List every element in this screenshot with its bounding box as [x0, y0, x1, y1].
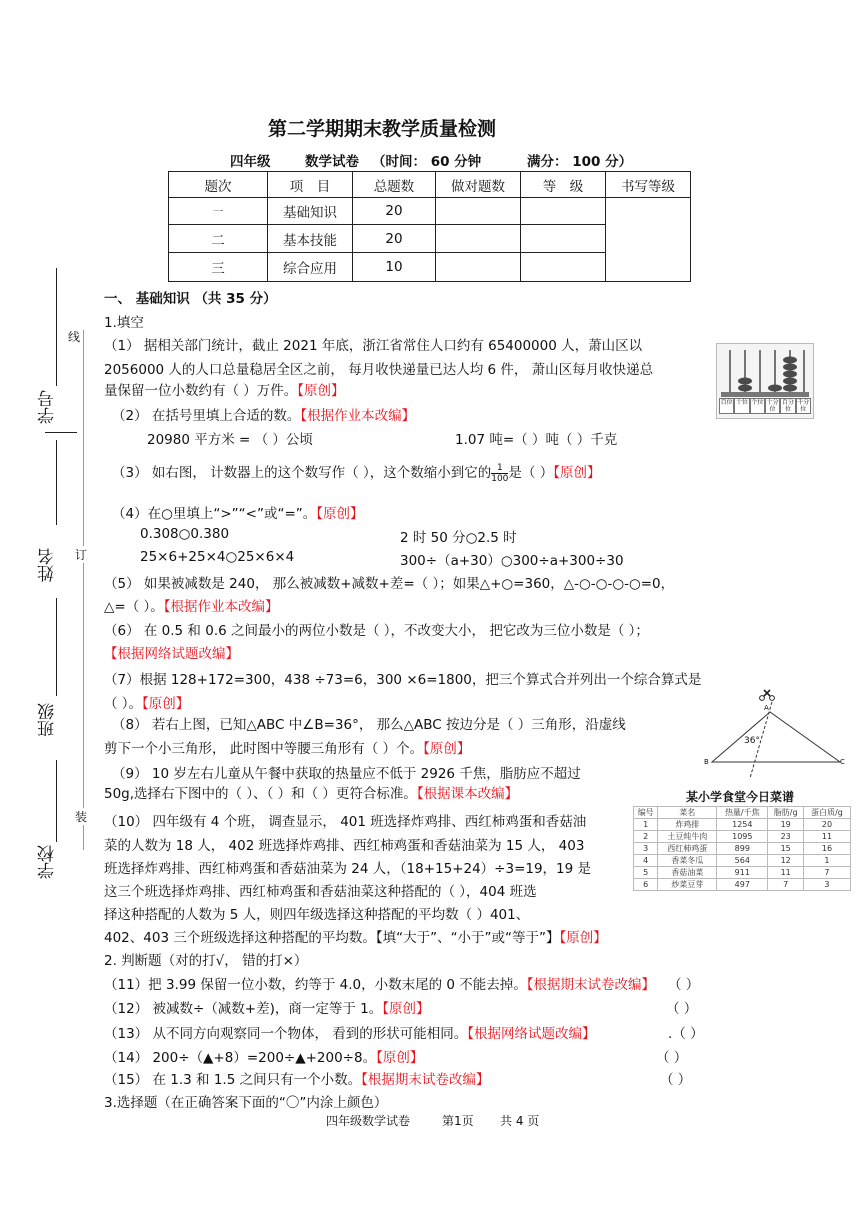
menu-cell: 899: [717, 843, 768, 855]
menu-cell: 土豆炖牛肉: [658, 831, 717, 843]
question-text: 量保留一位小数约有（ ）万件。: [104, 383, 298, 399]
answer-blank[interactable]: （ ）: [656, 1050, 688, 1066]
angle-label: 36°: [744, 736, 760, 746]
question-text: 50g,选择右下图中的（ ）、（ ）和（ ）更符合标准。: [104, 786, 417, 802]
score-table: [168, 171, 691, 282]
question-line: [104, 1022, 596, 1042]
table-cell: 一: [169, 198, 268, 225]
question-text: 25×6+25×4○25×6×4: [140, 549, 295, 565]
source-tag: 【原创】: [316, 506, 364, 522]
menu-cell: 15: [768, 843, 804, 855]
source-tag: 【根据课本改编】: [416, 786, 519, 802]
abacus-label: 十位: [734, 398, 749, 414]
class-label: 班级: [38, 703, 58, 737]
menu-cell: 3: [803, 879, 850, 891]
menu-table: [633, 806, 853, 894]
menu-cell: 4: [634, 855, 658, 867]
answer-blank[interactable]: （ ）: [666, 1001, 698, 1017]
source-tag: 【根据期末试卷改编】: [526, 977, 656, 993]
question-text: （5） 如果被减数是 240， 那么被减数+减数+差=（ ）；如果△+○=360，△-○-○-○-○=0，: [104, 576, 675, 592]
cut-line: [83, 330, 84, 850]
question-text: 2 时 50 分○2.5 时: [400, 530, 517, 546]
full-score-label: 满分： 100 分）: [527, 154, 633, 170]
question-text: （6） 在 0.5 和 0.6 之间最小的两位小数是（ ），不改变大小， 把它改为三位小数是（ ）；: [104, 623, 649, 639]
menu-cell: 西红柿鸡蛋: [658, 843, 717, 855]
question-text: （11）把 3.99 保留一位小数，约等于 4.0，小数末尾的 0 不能去掉。: [104, 977, 527, 993]
menu-header: 菜名: [658, 807, 717, 819]
menu-header: 蛋白质/g: [803, 807, 850, 819]
vertex-label-c: C: [840, 758, 845, 766]
question-text: （1） 据相关部门统计，截止 2021 年底，浙江省常住人口约有 65400000 人，萧山区以: [104, 338, 643, 354]
question-line: [104, 973, 655, 993]
vertex-label-a: A: [764, 704, 769, 712]
question-text: （3） 如右图， 计数器上的这个数写作（ ），这个数缩小到它的: [112, 465, 492, 481]
question-title: 1.填空: [104, 315, 144, 331]
source-tag: 【根据期末试卷改编】: [361, 1072, 490, 1088]
triangle-image: [690, 686, 848, 778]
question-line: [104, 926, 607, 946]
cut-mark: 线: [68, 330, 81, 344]
question-title: 3.选择题（在正确答案下面的“〇”内涂上颜色）: [104, 1095, 388, 1111]
menu-title: 某小学食堂今日菜谱: [686, 790, 795, 804]
binding-line: [56, 268, 57, 386]
question-line: [112, 502, 364, 522]
menu-cell: 1254: [717, 819, 768, 831]
school-label: 学校: [38, 845, 58, 879]
question-line: [104, 595, 279, 615]
question-text: （14） 200÷（▲+8）=200÷▲+200÷8。: [104, 1050, 377, 1066]
question-text: （13） 从不同方向观察同一个物体， 看到的形状可能相同。: [104, 1026, 468, 1042]
table-cell: 10: [353, 253, 436, 282]
menu-cell: 11: [803, 831, 850, 843]
binding-line: [56, 598, 57, 696]
table-cell: 基础知识: [268, 198, 353, 225]
table-header: 做对题数: [436, 172, 521, 198]
menu-header: 编号: [634, 807, 658, 819]
footer-subject: 四年级数学试卷: [326, 1114, 411, 1128]
menu-cell: 564: [717, 855, 768, 867]
table-header: 书写等级: [606, 172, 691, 198]
time-label: （时间： 60 分钟: [372, 154, 482, 170]
section-heading: 一、 基础知识 （共 35 分）: [104, 291, 277, 307]
cut-mark: 装: [75, 810, 88, 824]
menu-cell: 香菜冬瓜: [658, 855, 717, 867]
source-tag: 【原创】: [423, 741, 471, 757]
question-text: 1.07 吨=（ ）吨（ ）千克: [455, 432, 618, 448]
source-tag: 【根据网络试题改编】: [467, 1026, 596, 1042]
menu-cell: 16: [803, 843, 850, 855]
source-tag: 【根据网络试题改编】: [104, 646, 239, 662]
answer-cell[interactable]: [521, 225, 606, 253]
answer-blank[interactable]: （ ）: [660, 1072, 692, 1088]
abacus-label: 百位: [719, 398, 734, 414]
source-tag: 【原创】: [376, 1050, 424, 1066]
question-text: 402、403 三个班级选择这种搭配的平均数。【填“大于”、“小于”或“等于”】: [104, 930, 560, 946]
question-text: （7）根据 128+172=300，438 ÷73=6，300 ×6=1800，把三个算式合并列出一个综合算式是: [104, 672, 702, 688]
question-text: 300÷（a+30）○300÷a+300÷30: [400, 553, 624, 569]
question-text: 班选择炸鸡排、西红柿鸡蛋和香菇油菜为 24 人，（18+15+24）÷3=19，19 是: [104, 861, 592, 877]
student-name-label: 姓名: [38, 548, 58, 582]
menu-cell: 炒菜豆芽: [658, 879, 717, 891]
abacus-label: 百分位: [781, 399, 794, 413]
menu-cell: 911: [717, 867, 768, 879]
menu-cell: 1: [803, 855, 850, 867]
question-text: （10） 四年级有 4 个班， 调查显示， 401 班选择炸鸡排、西红柿鸡蛋和香菇油: [104, 814, 587, 830]
question-line: [112, 404, 415, 424]
fraction-numerator: 1: [491, 463, 508, 474]
question-title: 2. 判断题（对的打√， 错的打×）: [104, 953, 308, 969]
source-tag: 【根据作业本改编】: [300, 408, 416, 424]
question-text: （4）在○里填上“>”“<”或“=”。: [112, 506, 317, 522]
table-cell: 20: [353, 225, 436, 253]
vertex-label-b: B: [704, 758, 709, 766]
menu-cell: 19: [768, 819, 804, 831]
question-text: 择这种搭配的人数为 5 人，则四年级选择这种搭配的平均数（ ）401、: [104, 907, 530, 923]
menu-cell: 7: [803, 867, 850, 879]
table-header: 总题数: [353, 172, 436, 198]
table-cell: 综合应用: [268, 253, 353, 282]
question-line: [104, 1068, 489, 1088]
menu-cell: 11: [768, 867, 804, 879]
question-text: 剪下一个小三角形， 此时图中等腰三角形有（ ）个。: [104, 741, 424, 757]
page-title: 第二学期期末教学质量检测: [268, 118, 497, 140]
abacus-label: 十分位: [766, 399, 779, 413]
table-header: 项 目: [268, 172, 353, 198]
source-tag: 【原创】: [559, 930, 607, 946]
menu-cell: 炸鸡排: [658, 819, 717, 831]
table-cell: 基本技能: [268, 225, 353, 253]
menu-cell: 2: [634, 831, 658, 843]
question-text: 20980 平方米 = （ ）公顷: [147, 432, 313, 448]
question-text: （8） 若右上图，已知△ABC 中∠B=36°， 那么△ABC 按边分是（ ）三角形，沿虚线: [112, 717, 626, 733]
question-text: （15） 在 1.3 和 1.5 之间只有一个小数。: [104, 1072, 362, 1088]
paper-label: 数学试卷: [305, 154, 359, 170]
menu-cell: 23: [768, 831, 804, 843]
table-cell: 二: [169, 225, 268, 253]
answer-cell[interactable]: [436, 198, 521, 225]
binding-line: [56, 440, 57, 525]
cut-mark: 订: [75, 548, 88, 562]
table-cell: 三: [169, 253, 268, 282]
binding-line: [56, 760, 57, 842]
fraction-denominator: 100: [491, 473, 509, 484]
binding-line: [45, 432, 77, 433]
question-line: [104, 997, 430, 1017]
menu-cell: 497: [717, 879, 768, 891]
answer-cell[interactable]: [436, 225, 521, 253]
grade-label: 四年级: [230, 154, 271, 170]
abacus-label: 个位: [750, 398, 765, 414]
answer-cell[interactable]: [436, 253, 521, 282]
footer-page: 第1页: [442, 1114, 474, 1128]
footer-total: 共 4 页: [500, 1114, 540, 1128]
abacus-image: [716, 343, 814, 419]
menu-cell: 12: [768, 855, 804, 867]
question-text: （12） 被减数÷（减数+差)，商一定等于 1。: [104, 1001, 383, 1017]
question-text: 菜的人数为 18 人， 402 班选择炸鸡排、西红柿鸡蛋和香菇油菜为 15 人， 403: [104, 838, 585, 854]
answer-cell[interactable]: [521, 198, 606, 225]
abacus-label: 千分位: [797, 399, 810, 413]
table-header: 题次: [169, 172, 268, 198]
question-text: （ ）。: [104, 696, 143, 712]
menu-cell: 香菇油菜: [658, 867, 717, 879]
question-text: 是（ ）: [508, 465, 554, 481]
question-text: （2） 在括号里填上合适的数。: [112, 408, 301, 424]
table-header: 等 级: [521, 172, 606, 198]
question-line: [104, 1046, 423, 1066]
answer-blank[interactable]: （ ）: [668, 977, 700, 993]
menu-cell: 1: [634, 819, 658, 831]
menu-cell: 20: [803, 819, 850, 831]
source-tag: 【原创】: [382, 1001, 430, 1017]
fraction: [491, 463, 508, 484]
question-line: [112, 461, 600, 484]
question-text: 这三个班选择炸鸡排、西红柿鸡蛋和香菇油菜这种搭配的（ ），404 班选: [104, 884, 537, 900]
source-tag: 【原创】: [553, 465, 601, 481]
question-text: 0.308○0.380: [140, 526, 230, 542]
question-line: [104, 782, 518, 802]
answer-blank[interactable]: .（ ）: [668, 1026, 704, 1042]
source-tag: 【根据作业本改编】: [163, 599, 279, 615]
student-id-label: 学号: [38, 390, 58, 424]
question-line: [104, 737, 470, 757]
question-text: △=（ ）。: [104, 599, 164, 615]
source-tag: 【原创】: [142, 696, 190, 712]
menu-header: 脂肪/g: [768, 807, 804, 819]
question-text: 2056000 人的人口总量稳居全区之前， 每月收快递量已达人均 6 件， 萧山区每月收快递总: [104, 362, 654, 378]
table-cell: 20: [353, 198, 436, 225]
menu-header: 热量/千焦: [717, 807, 768, 819]
menu-cell: 5: [634, 867, 658, 879]
source-tag: 【原创】: [297, 383, 345, 399]
menu-cell: 7: [768, 879, 804, 891]
question-line: [104, 379, 345, 399]
menu-cell: 3: [634, 843, 658, 855]
question-text: （9） 10 岁左右儿童从午餐中获取的热量应不低于 2926 千焦，脂肪应不超过: [112, 766, 581, 782]
answer-cell[interactable]: [521, 253, 606, 282]
question-line: [104, 692, 189, 712]
writing-grade-cell[interactable]: [606, 198, 691, 282]
menu-cell: 6: [634, 879, 658, 891]
menu-cell: 1095: [717, 831, 768, 843]
